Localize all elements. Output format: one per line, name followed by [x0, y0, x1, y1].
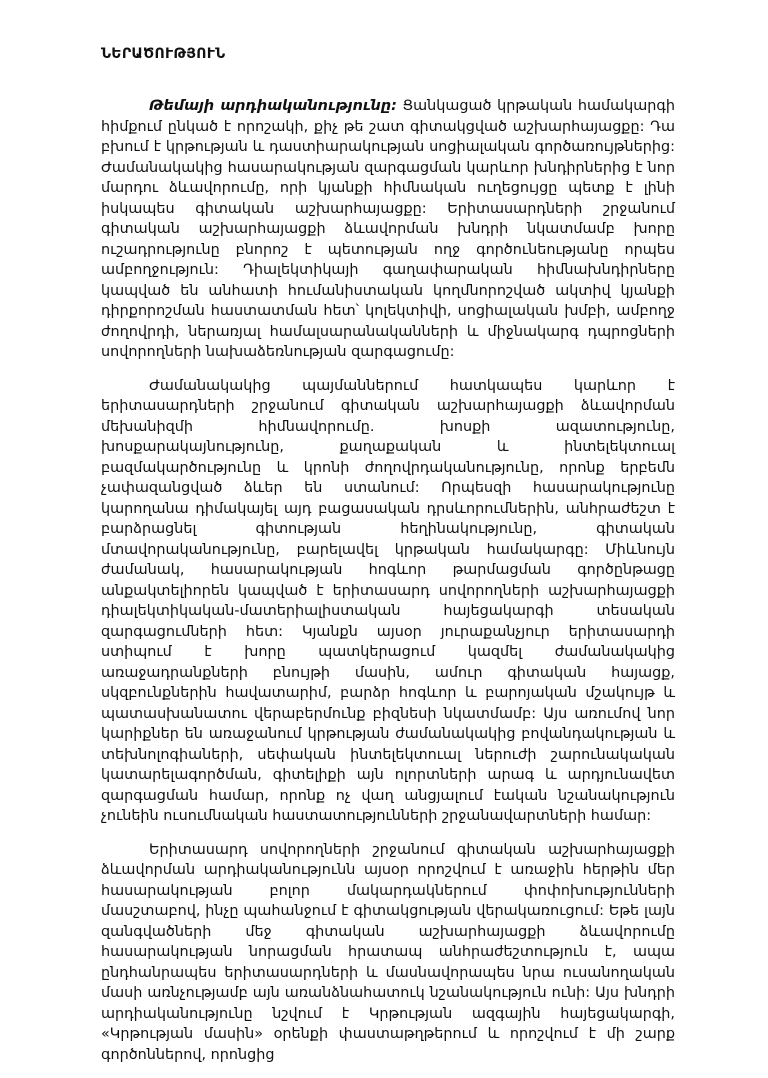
paragraph-2	[101, 376, 675, 827]
document-body	[101, 96, 675, 1078]
paragraph-1-text: Ցանկացած կրթական համակարգի հիմքում ընկած է որոշակի, քիչ թե շատ գիտակցված աշխարհայացքը: Դա բխում է կրթության և դաստիարակության սոցիալական գործառույթներից: Ժամանակակից հասարակության զարգացման կարևոր խնդիրներից է նոր մարդու ձևավորումը, որի կյանքի հիմնական ուղեցույցը պետք է լինի իսկապես գիտական աշխարհայացքը: Երիտասարդների շրջանում գիտական աշխարհայացքի ձևավորման խնդրի նկատմամբ խորը ուշադրությունը բնորոշ է պետության ողջ գործունեությանը որպես ամբողջություն: Դիալեկտիկայի գաղափարական հիմնախնդիրները կապված են անհատի հումանիստական կողմնորոշված ակտիվ կյանքի դիրքորոշման հաստատման հետ՝ կոլեկտիվի, սոցիալական խմբի, ամբողջ ժողովրդի, ներառյալ համալսարանականների և միջնակարգ դպրոցների սովորողների նախաձեռնության զարգացումը:	[101, 98, 675, 360]
paragraph-3	[101, 840, 675, 1066]
paragraph-1	[101, 96, 675, 363]
paragraph-3-text: Երիտասարդ սովորողների շրջանում գիտական աշխարհայացքի ձևավորման արդիականությունն այսօր որոշվում է առաջին հերթին մեր հասարակության բոլոր մակարդակներում փոփոխությունների մասշտաբով, ինչը պահանջում է գիտակցության վերակառուցում: Եթե լայն զանգվածների մեջ գիտական աշխարհայացքի ձևավորումը հասարակության նորացման հրատապ անհրաժեշտություն է, ապա ընդհանրապես երիտասարդների և մասնավորապես նրա ուսանողական մասի առնչությամբ այն առանձնահատուկ նշանակություն ունի: Այս խնդրի արդիականությունը նշվում է Կրթության ազգային հայեցակարգի, «Կրթության մասին» օրենքի փաստաթղթերում և որոշվում է մի շարք գործոններով, որոնցից	[101, 841, 675, 1063]
paragraph-2-text: Ժամանակակից պայմաններում հատկապես կարևոր է երիտասարդների շրջանում գիտական աշխարհայացքի ձևավորման մեխանիզմի հիմնավորումը. խոսքի ազատությունը, խոսքարակայնությունը, քաղաքական և ինտելեկտուալ բազմակարծությունը և կրոնի ժողովրդականությունը, որոնք երբեմն չափազանցված ձևեր են ստանում: Որպեսզի հասարակությունը կարողանա դիմակայել այդ բացասական դրսևորումներին, անհրաժեշտ է բարձրացնել գիտության հեղինակությունը, գիտական մտավորականությունը, բարելավել կրթական համակարգը: Միևնույն ժամանակ, հասարակության հոգևոր թարմացման գործընթացը անքակտելիորեն կապված է երիտասարդ սովորողների աշխարհայացքի դիալեկտիկական-մատերիալիստական հայեցակարգի տեսական զարգացումների հետ: Կյանքն այսօր յուրաքանչյուր երիտասարդի ստիպում է խորը պատկերացում կազմել ժամանակակից առաջադրանքների բնույթի մասին, ամուր գիտական հայացք, սկզբունքներին հավատարիմ, բարձր հոգևոր և բարոյական մշակույթ և պատասխանատու վերաբերմունք բիզնեսի նկատմամբ: Այս առումով նոր կարիքներ են առաջանում կրթության ժամանակակից բովանդակության և տեխնոլոգիաների, սեփական ինտելեկտուալ ներուժի շարունակական կատարելագործման, գիտելիքի այն ոլորտների արագ և արդյունավետ զարգացման համար, որոնք ոչ վաղ անցյալում էական նշանակություն չունեին ուսումնական հաստատությունների շրջանավարտների համար:	[101, 377, 675, 824]
paragraph-1-lead: Թեմայի արդիականությունը:	[149, 98, 397, 114]
document-heading: ՆԵՐԱԾՈՒԹՅՈՒՆ	[101, 46, 226, 62]
